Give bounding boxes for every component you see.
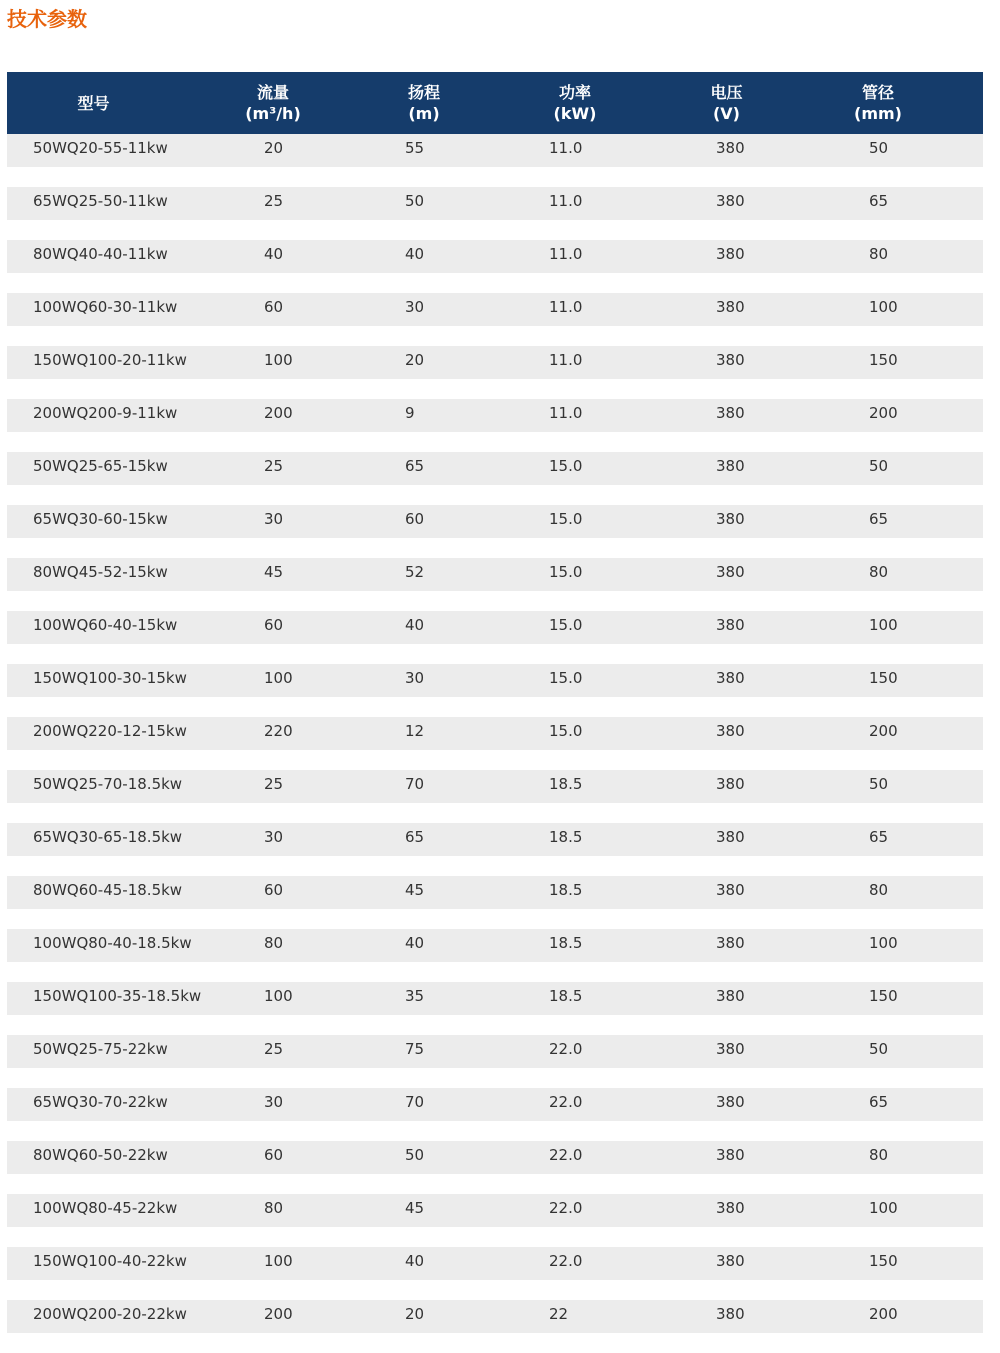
table-row <box>7 187 983 220</box>
head-cell: 30 <box>405 298 425 316</box>
model-cell: 200WQ220-12-15kw <box>33 722 187 740</box>
flow-cell: 60 <box>264 881 284 899</box>
model-cell: 150WQ100-20-11kw <box>33 351 187 369</box>
diameter-cell: 100 <box>869 298 898 316</box>
power-cell: 11.0 <box>549 298 583 316</box>
power-cell: 11.0 <box>549 139 583 157</box>
flow-cell: 100 <box>264 987 293 1005</box>
flow-cell: 60 <box>264 298 284 316</box>
table-row <box>7 558 983 591</box>
flow-cell: 60 <box>264 1146 284 1164</box>
head-cell: 30 <box>405 669 425 687</box>
voltage-cell: 380 <box>716 987 745 1005</box>
diameter-cell: 80 <box>869 1146 889 1164</box>
table-row <box>7 452 983 485</box>
model-cell: 50WQ25-65-15kw <box>33 457 168 475</box>
power-cell: 18.5 <box>549 775 583 793</box>
table-row <box>7 399 983 432</box>
voltage-cell: 380 <box>716 510 745 528</box>
voltage-cell: 380 <box>716 245 745 263</box>
power-cell: 15.0 <box>549 669 583 687</box>
head-cell: 70 <box>405 1093 425 1111</box>
table-row <box>7 1088 983 1121</box>
table-row <box>7 876 983 909</box>
diameter-cell: 150 <box>869 987 898 1005</box>
diameter-cell: 150 <box>869 351 898 369</box>
power-cell: 22.0 <box>549 1252 583 1270</box>
model-cell: 80WQ60-45-18.5kw <box>33 881 183 899</box>
voltage-cell: 380 <box>716 1093 745 1111</box>
model-cell: 150WQ100-40-22kw <box>33 1252 187 1270</box>
table-row <box>7 929 983 962</box>
model-cell: 50WQ25-75-22kw <box>33 1040 168 1058</box>
power-cell: 22.0 <box>549 1199 583 1217</box>
header-unit: (V) <box>712 104 740 123</box>
table-row <box>7 1194 983 1227</box>
flow-cell: 30 <box>264 828 284 846</box>
flow-cell: 25 <box>264 1040 284 1058</box>
power-cell: 15.0 <box>549 563 583 581</box>
model-cell: 50WQ25-70-18.5kw <box>33 775 183 793</box>
voltage-cell: 380 <box>716 1040 745 1058</box>
power-cell: 11.0 <box>549 192 583 210</box>
flow-cell: 100 <box>264 669 293 687</box>
diameter-cell: 100 <box>869 1199 898 1217</box>
head-cell: 65 <box>405 457 425 475</box>
power-cell: 22.0 <box>549 1146 583 1164</box>
header-unit: (m) <box>408 104 440 123</box>
head-cell: 20 <box>405 351 425 369</box>
tech-params-table <box>7 72 983 1353</box>
voltage-cell: 380 <box>716 404 745 422</box>
voltage-cell: 380 <box>716 828 745 846</box>
voltage-cell: 380 <box>716 563 745 581</box>
table-header <box>7 72 983 134</box>
model-cell: 65WQ25-50-11kw <box>33 192 168 210</box>
flow-cell: 220 <box>264 722 293 740</box>
model-cell: 200WQ200-9-11kw <box>33 404 178 422</box>
head-cell: 9 <box>405 404 415 422</box>
table-row <box>7 346 983 379</box>
header-label: 管径 <box>861 83 894 102</box>
flow-cell: 25 <box>264 192 284 210</box>
voltage-cell: 380 <box>716 192 745 210</box>
voltage-cell: 380 <box>716 139 745 157</box>
table-row <box>7 293 983 326</box>
head-cell: 40 <box>405 616 425 634</box>
diameter-cell: 65 <box>869 510 889 528</box>
power-cell: 22 <box>549 1305 569 1323</box>
head-cell: 12 <box>405 722 425 740</box>
power-cell: 18.5 <box>549 934 583 952</box>
power-cell: 18.5 <box>549 881 583 899</box>
header-flow <box>180 72 366 134</box>
diameter-cell: 150 <box>869 669 898 687</box>
diameter-cell: 65 <box>869 1093 889 1111</box>
table-row <box>7 240 983 273</box>
table-row <box>7 505 983 538</box>
header-label: 电压 <box>710 83 743 102</box>
model-cell: 150WQ100-30-15kw <box>33 669 187 687</box>
voltage-cell: 380 <box>716 351 745 369</box>
table-row <box>7 611 983 644</box>
head-cell: 75 <box>405 1040 425 1058</box>
flow-cell: 200 <box>264 1305 293 1323</box>
diameter-cell: 50 <box>869 775 889 793</box>
power-cell: 18.5 <box>549 987 583 1005</box>
voltage-cell: 380 <box>716 1146 745 1164</box>
diameter-cell: 50 <box>869 457 889 475</box>
diameter-cell: 80 <box>869 563 889 581</box>
model-cell: 100WQ60-40-15kw <box>33 616 178 634</box>
power-cell: 11.0 <box>549 404 583 422</box>
power-cell: 22.0 <box>549 1093 583 1111</box>
power-cell: 15.0 <box>549 722 583 740</box>
power-cell: 11.0 <box>549 351 583 369</box>
model-cell: 80WQ45-52-15kw <box>33 563 168 581</box>
head-cell: 50 <box>405 1146 425 1164</box>
diameter-cell: 50 <box>869 1040 889 1058</box>
diameter-cell: 50 <box>869 139 889 157</box>
model-cell: 100WQ80-40-18.5kw <box>33 934 192 952</box>
header-diameter <box>785 72 971 134</box>
voltage-cell: 380 <box>716 1252 745 1270</box>
voltage-cell: 380 <box>716 881 745 899</box>
table-row <box>7 134 983 167</box>
header-label: 扬程 <box>407 83 440 102</box>
model-cell: 150WQ100-35-18.5kw <box>33 987 202 1005</box>
table-row <box>7 1035 983 1068</box>
voltage-cell: 380 <box>716 934 745 952</box>
table-row <box>7 664 983 697</box>
header-power <box>482 72 668 134</box>
table-row <box>7 770 983 803</box>
head-cell: 55 <box>405 139 425 157</box>
header-unit: (m³/h) <box>245 104 301 123</box>
flow-cell: 20 <box>264 139 284 157</box>
header-label: 功率 <box>558 83 591 102</box>
flow-cell: 200 <box>264 404 293 422</box>
header-head <box>366 72 482 134</box>
table-body <box>7 134 983 1333</box>
header-model <box>7 72 180 134</box>
header-unit: (kW) <box>553 104 597 123</box>
flow-cell: 80 <box>264 1199 284 1217</box>
model-cell: 80WQ40-40-11kw <box>33 245 168 263</box>
head-cell: 60 <box>405 510 425 528</box>
flow-cell: 45 <box>264 563 284 581</box>
table-row <box>7 1247 983 1280</box>
head-cell: 65 <box>405 828 425 846</box>
flow-cell: 100 <box>264 1252 293 1270</box>
header-voltage <box>668 72 785 134</box>
power-cell: 22.0 <box>549 1040 583 1058</box>
model-cell: 65WQ30-60-15kw <box>33 510 168 528</box>
voltage-cell: 380 <box>716 616 745 634</box>
flow-cell: 25 <box>264 775 284 793</box>
diameter-cell: 200 <box>869 404 898 422</box>
head-cell: 40 <box>405 245 425 263</box>
voltage-cell: 380 <box>716 1305 745 1323</box>
model-cell: 200WQ200-20-22kw <box>33 1305 187 1323</box>
power-cell: 18.5 <box>549 828 583 846</box>
head-cell: 45 <box>405 1199 425 1217</box>
section-title: 技术参数 <box>7 7 87 31</box>
flow-cell: 40 <box>264 245 284 263</box>
diameter-cell: 100 <box>869 934 898 952</box>
flow-cell: 100 <box>264 351 293 369</box>
header-label: 型号 <box>77 93 110 113</box>
voltage-cell: 380 <box>716 669 745 687</box>
diameter-cell: 80 <box>869 245 889 263</box>
head-cell: 45 <box>405 881 425 899</box>
flow-cell: 30 <box>264 510 284 528</box>
header-label: 流量 <box>256 83 289 102</box>
voltage-cell: 380 <box>716 298 745 316</box>
head-cell: 20 <box>405 1305 425 1323</box>
diameter-cell: 200 <box>869 1305 898 1323</box>
model-cell: 80WQ60-50-22kw <box>33 1146 168 1164</box>
diameter-cell: 100 <box>869 616 898 634</box>
diameter-cell: 200 <box>869 722 898 740</box>
diameter-cell: 80 <box>869 881 889 899</box>
flow-cell: 80 <box>264 934 284 952</box>
diameter-cell: 65 <box>869 828 889 846</box>
head-cell: 40 <box>405 1252 425 1270</box>
power-cell: 15.0 <box>549 457 583 475</box>
table-row <box>7 982 983 1015</box>
voltage-cell: 380 <box>716 1199 745 1217</box>
table-row <box>7 823 983 856</box>
model-cell: 65WQ30-70-22kw <box>33 1093 168 1111</box>
diameter-cell: 65 <box>869 192 889 210</box>
head-cell: 35 <box>405 987 425 1005</box>
model-cell: 50WQ20-55-11kw <box>33 139 168 157</box>
flow-cell: 30 <box>264 1093 284 1111</box>
power-cell: 15.0 <box>549 510 583 528</box>
model-cell: 100WQ80-45-22kw <box>33 1199 178 1217</box>
voltage-cell: 380 <box>716 775 745 793</box>
head-cell: 52 <box>405 563 425 581</box>
head-cell: 70 <box>405 775 425 793</box>
flow-cell: 25 <box>264 457 284 475</box>
power-cell: 15.0 <box>549 616 583 634</box>
model-cell: 100WQ60-30-11kw <box>33 298 178 316</box>
head-cell: 40 <box>405 934 425 952</box>
head-cell: 50 <box>405 192 425 210</box>
table-row <box>7 1141 983 1174</box>
model-cell: 65WQ30-65-18.5kw <box>33 828 183 846</box>
voltage-cell: 380 <box>716 722 745 740</box>
header-unit: (mm) <box>854 104 902 123</box>
flow-cell: 60 <box>264 616 284 634</box>
diameter-cell: 150 <box>869 1252 898 1270</box>
table-row <box>7 1300 983 1333</box>
voltage-cell: 380 <box>716 457 745 475</box>
power-cell: 11.0 <box>549 245 583 263</box>
table-row <box>7 717 983 750</box>
